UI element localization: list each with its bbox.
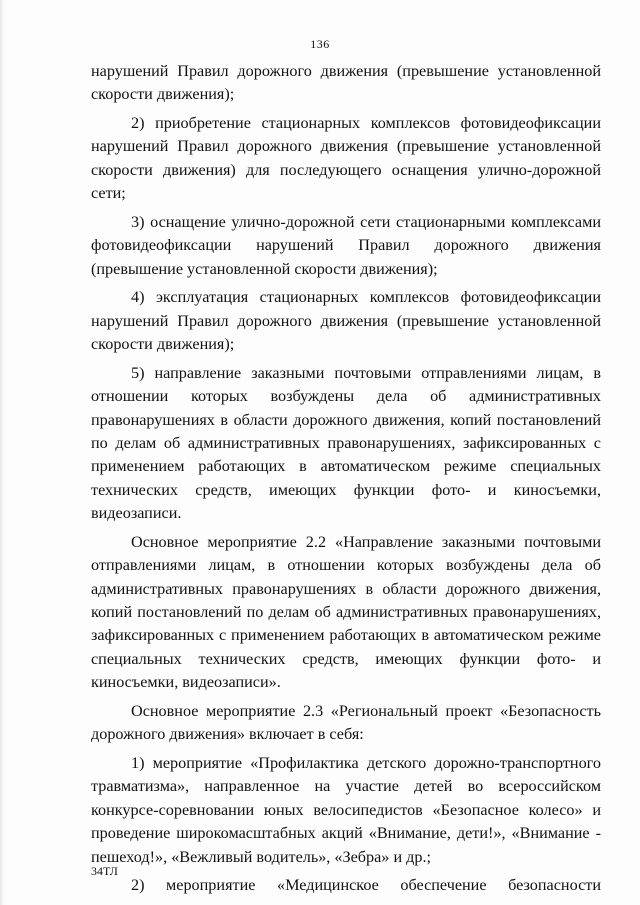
text-line: 1) мероприятие «Профилактика детского дорожно-транспортного [131, 754, 601, 773]
text-line: пешеход!», «Вежливый водитель», «Зебра» и др.; [91, 847, 432, 866]
text-line: травматизма», направленное на участие детей во всероссийском [91, 777, 601, 796]
text-line: административных правонарушениях в области дорожного движения, [91, 579, 601, 598]
text-line: видеозаписи. [91, 504, 182, 523]
text-line: 2) мероприятие «Медицинское обеспечение безопасности [131, 876, 601, 895]
text-line: скорости движения); [91, 85, 235, 104]
text-line: 4) эксплуатация стационарных комплексов фотовидеофиксации [131, 288, 601, 307]
text-line: нарушений Правил дорожного движения (превышение установленной [91, 62, 601, 80]
text-line: конкурсе-соревновании юных велосипедистов «Безопасное колесо» и [91, 800, 601, 819]
text-line: отправлениями лицам, в отношении которых возбуждены дела об [91, 556, 601, 575]
text-line: 2) приобретение стационарных комплексов фотовидеофиксации [131, 114, 601, 133]
text-line: проведение широкомасштабных акций «Внимание, дети!», «Внимание - [91, 824, 601, 843]
text-line: 5) направление заказными почтовыми отправлениями лицам, в [131, 363, 601, 382]
footer-code: 34ТЛ [91, 864, 118, 878]
text-line: Основное мероприятие 2.3 «Региональный проект «Безопасность [131, 701, 601, 720]
text-line: (превышение установленной скорости движения); [91, 259, 438, 278]
text-line: нарушений Правил дорожного движения (превышение установленной [91, 311, 601, 330]
text-line: по делам об административных правонарушениях, зафиксированных с [91, 434, 601, 453]
text-line: нарушений Правил дорожного движения (превышение установленной [91, 137, 601, 156]
document-body [91, 60, 601, 898]
text-line: Основное мероприятие 2.2 «Направление заказными почтовыми [131, 532, 601, 551]
text-line: 3) оснащение улично-дорожной сети стационарными комплексами [131, 212, 601, 231]
text-line: правонарушениях в области дорожного движения, копий постановлений [91, 410, 601, 429]
text-line: технических средств, имеющих функции фото- и киносъемки, [91, 480, 601, 499]
text-line: скорости движения) для последующего оснащения улично-дорожной [91, 160, 601, 179]
text-line: киносъемки, видеозаписи». [91, 673, 281, 692]
text-line: копий постановлений по делам об административных правонарушениях, [91, 603, 601, 622]
text-line: зафиксированных с применением работающих в автоматическом режиме [91, 626, 601, 645]
text-line: скорости движения); [91, 335, 235, 354]
text-line: дорожного движения» включает в себя: [91, 725, 364, 744]
page-number: 136 [310, 37, 330, 51]
text-line: отношении которых возбуждены дела об административных [91, 387, 601, 406]
text-line: специальных технических средств, имеющих функции фото- и [91, 649, 601, 668]
scan-edge-shadow [0, 0, 4, 905]
text-line: применением работающих в автоматическом режиме специальных [91, 457, 601, 476]
text-line: сети; [91, 184, 126, 203]
text-line: фотовидеофиксации нарушений Правил дорожного движения [91, 236, 601, 255]
